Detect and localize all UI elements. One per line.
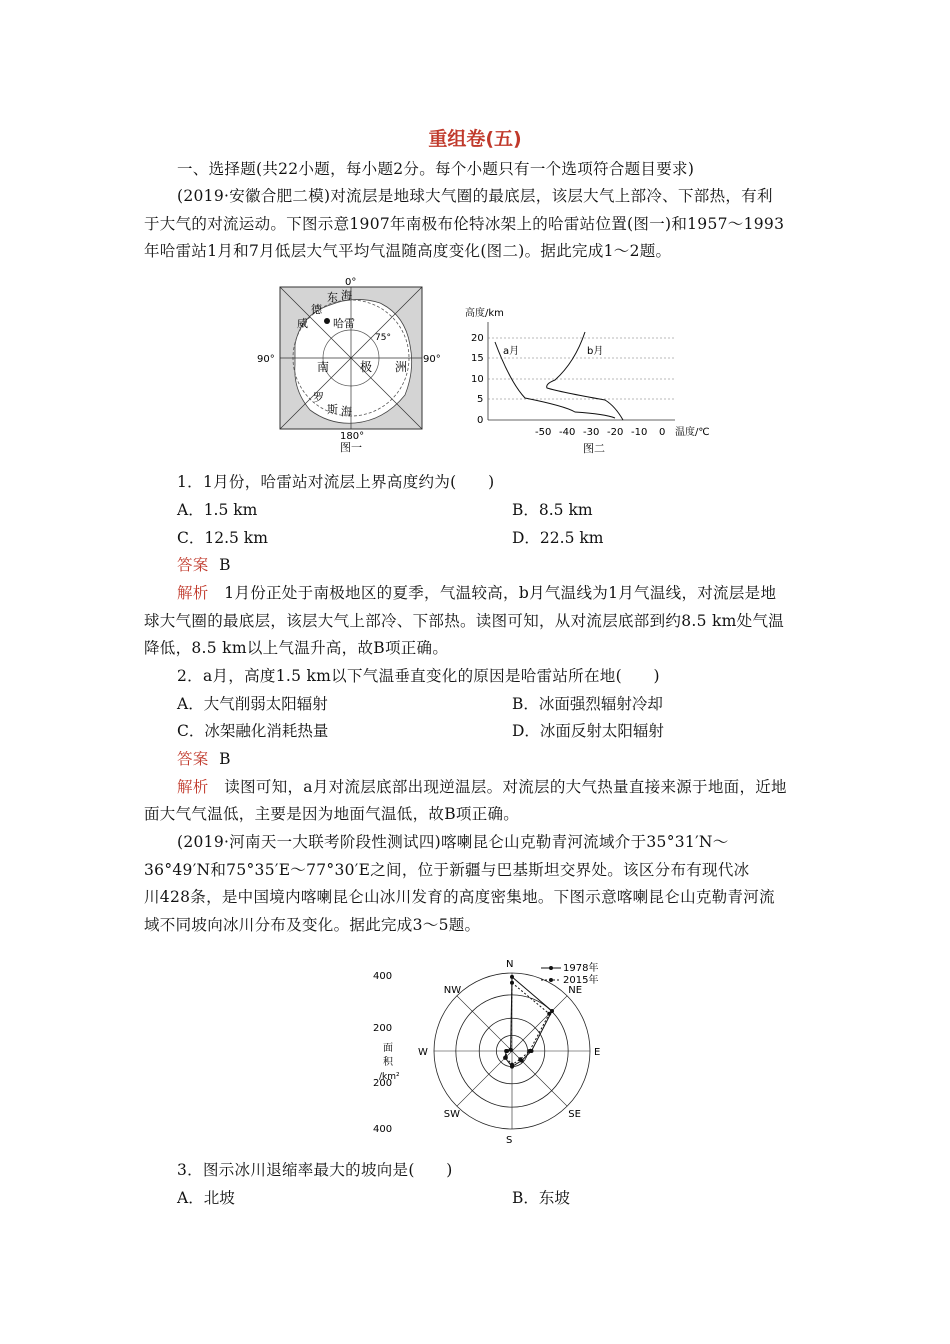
q3-stem: 3．图示冰川退缩率最大的坡向是( )	[177, 1161, 453, 1179]
radar-dir-E: E	[594, 1047, 601, 1058]
intro2-line3: 川428条，是中国境内喀喇昆仑山冰川发育的高度密集地。下图示意喀喇昆仑山克勒青河流	[144, 888, 775, 906]
radar-point-2015年-N	[510, 981, 514, 985]
fig2-y-tick-0: 0	[477, 415, 484, 426]
place-si: 斯	[327, 403, 338, 416]
q1-analysis-text1: 1月份正处于南极地区的夏季，气温较高，b月气温线为1月气温线，对流层是地	[224, 584, 777, 602]
q2-analysis-line2: 面大气气温低，主要是因为地面气温低，故B项正确。	[144, 805, 520, 823]
q2-answer-label: 答案	[177, 750, 209, 768]
section-heading: 一、选择题(共22小题，每小题2分。每个小题只有一个选项符合题目要求)	[177, 160, 695, 178]
radar-axis-label-2: 积	[383, 1057, 393, 1068]
q2-analysis-label: 解析	[177, 778, 209, 796]
intro1-line1: (2019·安徽合肥二模)对流层是地球大气圈的最底层，该层大气上部冷、下部热，有利	[177, 187, 773, 205]
q2-analysis-text1: 读图可知，a月对流层底部出现逆温层。对流层的大气热量直接来源于地面，近地	[224, 778, 787, 796]
figure-temperature-profile	[455, 302, 730, 457]
fig2-curve-b-label: b月	[587, 346, 604, 357]
fig2-y-label: 高度/km	[465, 308, 504, 319]
q1-option-b: B．8.5 km	[512, 501, 593, 519]
q2-answer	[177, 749, 231, 769]
page-title: 重组卷(五)	[428, 128, 522, 150]
q1-answer-value: B	[219, 556, 231, 574]
q1-analysis-line1	[177, 583, 776, 603]
radar-point-2015年-SE	[518, 1057, 522, 1061]
fig2-x-tick-m50: -50	[535, 427, 552, 438]
halley-station-marker	[324, 318, 330, 324]
q1-option-d: D．22.5 km	[512, 529, 604, 547]
radar-tick-bottom-400: 400	[373, 1124, 393, 1135]
radar-dir-W: W	[418, 1047, 428, 1058]
fig1-left-label: 90°	[257, 354, 275, 365]
radar-tick-bottom-200: 200	[373, 1078, 393, 1089]
radar-tick-top-200: 200	[373, 1023, 393, 1034]
intro1-line3: 年哈雷站1月和7月低层大气平均气温随高度变化(图二)。据此完成1～2题。	[144, 242, 672, 260]
fig2-x-tick-0: 0	[659, 427, 666, 438]
place-hai-2: 海	[341, 405, 352, 418]
q2-analysis-line1	[177, 777, 787, 797]
q1-answer-label: 答案	[177, 556, 209, 574]
radar-dir-N: N	[506, 959, 514, 970]
fig2-y-tick-15: 15	[471, 353, 484, 364]
fig1-bottom-label: 180°	[340, 431, 365, 442]
radar-point-2015年-SW	[504, 1055, 508, 1059]
intro2-line4: 域不同坡向冰川分布及变化。据此完成3～5题。	[144, 916, 481, 934]
intro2-line1: (2019·河南天一大联考阶段性测试四)喀喇昆仑山克勒青河流域介于35°31′N～	[177, 833, 729, 851]
radar-dir-S: S	[506, 1135, 513, 1145]
fig2-curve-a-label: a月	[503, 346, 520, 357]
fig2-y-tick-5: 5	[477, 394, 484, 405]
q1-stem: 1．1月份，哈雷站对流层上界高度约为( )	[177, 473, 495, 491]
radar-dir-NW: NW	[443, 984, 462, 996]
place-ji: 极	[360, 360, 373, 374]
radar-point-1978年-N	[510, 975, 514, 979]
q1-analysis-line3: 降低，8.5 km以上气温升高，故B项正确。	[144, 639, 449, 657]
place-wei: 威	[297, 317, 308, 330]
q1-analysis-label: 解析	[177, 584, 209, 602]
place-luo: 罗	[313, 391, 324, 404]
radar-spoke-NW	[457, 996, 512, 1051]
fig2-x-tick-m30: -30	[583, 427, 600, 438]
fig2-x-tick-m10: -10	[631, 427, 648, 438]
fig2-caption: 图二	[583, 442, 605, 455]
fig1-right-label: 90°	[423, 354, 441, 365]
q1-option-c: C．12.5 km	[177, 529, 268, 547]
q1-answer	[177, 555, 231, 575]
curve-b-month	[547, 332, 623, 420]
fig2-y-tick-20: 20	[471, 333, 484, 344]
place-hai-1: 海	[341, 289, 352, 302]
q2-stem: 2．a月，高度1.5 km以下气温垂直变化的原因是哈雷站所在地( )	[177, 667, 660, 685]
fig2-y-tick-10: 10	[471, 374, 484, 385]
radar-dir-SW: SW	[443, 1109, 461, 1121]
fig2-x-tick-m20: -20	[607, 427, 624, 438]
q3-option-b: B．东坡	[512, 1189, 570, 1207]
place-halley: 哈雷	[333, 317, 355, 330]
radar-dir-NE: NE	[568, 984, 583, 996]
q2-answer-value: B	[219, 750, 231, 768]
radar-point-2015年-W	[505, 1049, 509, 1053]
figure-glacier-radar	[365, 955, 615, 1145]
radar-point-2015年-NE	[547, 1012, 551, 1016]
q1-analysis-line2: 球大气圈的最底层，该层大气上部冷、下部热。读图可知，从对流层底部到约8.5 km处气温	[144, 612, 785, 630]
latitude-75: 75°	[375, 333, 391, 343]
legend-1978: 1978年	[563, 963, 599, 974]
place-zhou: 洲	[395, 360, 408, 374]
intro2-line2: 36°49′N和75°35′E～77°30′E之间，位于新疆与巴基斯坦交界处。该区分布有现代冰	[144, 861, 750, 879]
radar-point-2015年-E	[528, 1049, 532, 1053]
q2-option-b: B．冰面强烈辐射冷却	[512, 695, 663, 713]
radar-dir-SE: SE	[568, 1109, 581, 1121]
q2-option-d: D．冰面反射太阳辐射	[512, 722, 664, 740]
legend-2015: 2015年	[563, 975, 599, 986]
fig2-x-tick-m40: -40	[559, 427, 576, 438]
radar-axis-label-1: 面	[383, 1043, 393, 1054]
intro1-line2: 于大气的对流运动。下图示意1907年南极布伦特冰架上的哈雷站位置(图一)和1957～1993	[144, 215, 785, 233]
radar-spoke-NE	[512, 996, 567, 1051]
radar-point-2015年-NW	[509, 1048, 513, 1052]
radar-axis-label-3: /km²	[379, 1072, 400, 1082]
fig1-top-label: 0°	[345, 277, 357, 288]
figure-antarctica-map	[255, 275, 445, 455]
fig2-x-label: 温度/℃	[675, 427, 710, 438]
q1-option-a: A．1.5 km	[177, 501, 258, 519]
place-de: 德	[311, 303, 322, 316]
fig1-caption: 图一	[340, 441, 362, 454]
q3-option-a: A．北坡	[177, 1189, 235, 1207]
place-dong: 东	[327, 291, 338, 304]
place-nan: 南	[317, 360, 330, 374]
q2-option-a: A．大气削弱太阳辐射	[177, 695, 328, 713]
radar-tick-top-400: 400	[373, 971, 393, 982]
q2-option-c: C．冰架融化消耗热量	[177, 722, 329, 740]
radar-point-2015年-S	[510, 1063, 514, 1067]
